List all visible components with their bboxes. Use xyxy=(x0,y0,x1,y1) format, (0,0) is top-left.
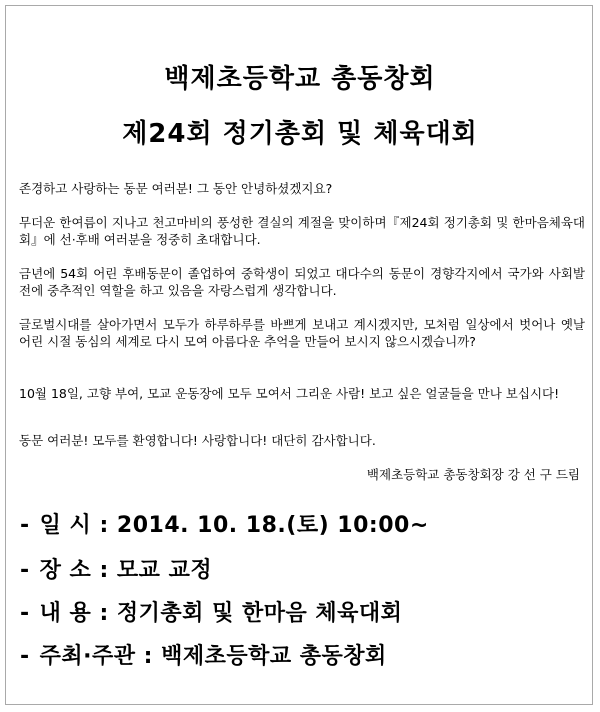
invitation-paragraph: 무더운 한여름이 지나고 천고마비의 풍성한 결실의 계절을 맞이하며『제24회 정기총회 및 한마음체육대회』에 선·후배 여러분을 정중히 초대합니다. xyxy=(19,215,585,247)
detail-host xyxy=(20,639,387,670)
detail-datetime xyxy=(20,508,429,539)
bullet-dash: - xyxy=(20,644,30,669)
alumni-news-paragraph: 금년에 54회 어린 후배동문이 졸업하여 중학생이 되었고 대다수의 동문이 경향각지에서 국가와 사회발전에 중추적인 역할을 하고 있음을 자랑스럽게 생각합니다. xyxy=(19,266,585,298)
greeting-paragraph: 존경하고 사랑하는 동문 여러분! 그 동안 안녕하셨겠지요? xyxy=(19,181,333,196)
bullet-dash: - xyxy=(20,513,30,538)
reunion-paragraph: 글로벌시대를 살아가면서 모두가 하루하루를 바쁘게 보내고 계시겠지만, 모처럼 일상에서 벗어나 옛날 어린 시절 동심의 세계로 다시 모여 아름다운 추억을 만들어 보시지 않으시겠습니까? xyxy=(19,317,585,349)
page-subtitle: 제24회 정기총회 및 체육대회 xyxy=(122,119,478,149)
closing-paragraph: 동문 여러분! 모두를 환영합니다! 사랑합니다! 대단히 감사합니다. xyxy=(19,433,376,448)
detail-content xyxy=(20,596,402,627)
bullet-dash: - xyxy=(20,601,30,626)
detail-place xyxy=(20,553,212,584)
detail-place-text: 장 소 : 모교 교정 xyxy=(39,558,213,583)
date-place-paragraph: 10월 18일, 고향 부여, 모교 운동장에 모두 모여서 그리운 사람! 보고 싶은 얼굴들을 만나 보십시다! xyxy=(19,386,560,401)
bullet-dash: - xyxy=(20,558,30,583)
detail-content-text: 내 용 : 정기총회 및 한마음 체육대회 xyxy=(39,601,403,626)
signature: 백제초등학교 총동창회장 강 선 구 드림 xyxy=(366,467,580,482)
detail-datetime-text: 일 시 : 2014. 10. 18.(토) 10:00~ xyxy=(39,513,429,538)
detail-host-text: 주최·주관 : 백제초등학교 총동창회 xyxy=(39,644,387,669)
page-title: 백제초등학교 총동창회 xyxy=(164,64,436,94)
